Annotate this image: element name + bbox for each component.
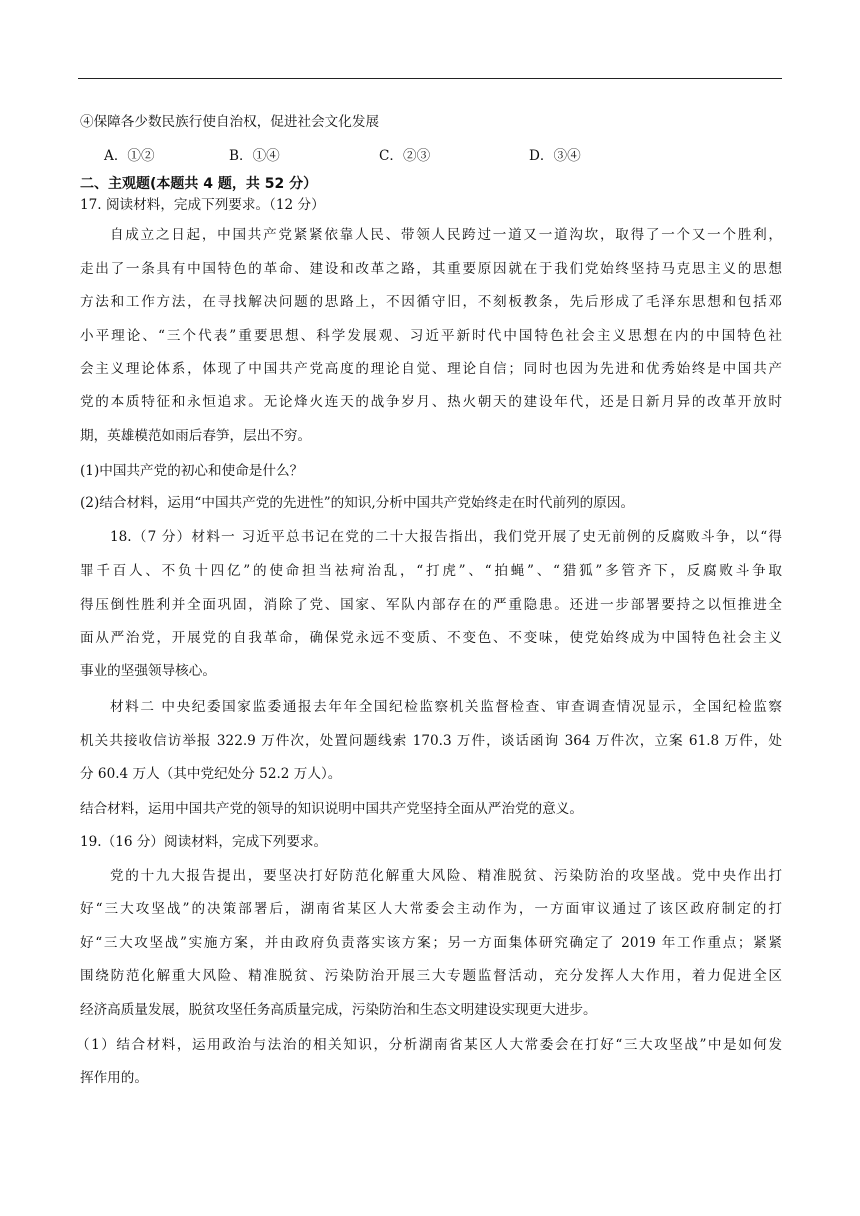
q17-material-line: 自成立之日起，中国共产党紧紧依靠人民、带领人民跨过一道又一道沟坎，取得了一个又一个胜利， bbox=[110, 227, 782, 243]
q18-material1-line: 事业的坚强领导核心。 bbox=[80, 663, 216, 679]
q19-header: 19.（16 分）阅读材料，完成下列要求。 bbox=[80, 834, 328, 850]
q17-header: 17. 阅读材料，完成下列要求。（12 分） bbox=[80, 197, 325, 213]
q17-material-line: 期，英雄模范如雨后春笋，层出不穷。 bbox=[80, 428, 312, 444]
q18-question: 结合材料，运用中国共产党的领导的知识说明中国共产党坚持全面从严治党的意义。 bbox=[80, 801, 583, 817]
section-heading: 二、主观题(本题共 4 题，共 52 分） bbox=[80, 176, 318, 192]
q18-material1-line: 罪千百人、不负十四亿”的使命担当祛疴治乱，“打虎”、“拍蝇”、“猎狐”多管齐下，反腐败斗争取 bbox=[80, 563, 782, 579]
q17-sub-question-1: (1)中国共产党的初心和使命是什么？ bbox=[80, 463, 304, 479]
q19-material-line: 好“三大攻坚战”实施方案，并由政府负责落实该方案；另一方面集体研究确定了 2019 年工作重点；紧紧 bbox=[80, 935, 782, 951]
q19-sub-question-1-line: 挥作用的。 bbox=[80, 1070, 148, 1086]
q18-material1-line: 得压倒性胜利并全面巩固，消除了党、国家、军队内部存在的严重隐患。还进一步部署要持之以恒推进全 bbox=[80, 597, 782, 613]
q19-material-line: 党的十九大报告提出，要坚决打好防范化解重大风险、精准脱贫、污染防治的攻坚战。党中央作出打 bbox=[110, 868, 782, 884]
q17-material-line: 小平理论、“三个代表”重要思想、科学发展观、习近平新时代中国特色社会主义思想在内的中国特色社 bbox=[80, 328, 782, 344]
q16-choice-c: C．②③ bbox=[379, 148, 431, 164]
q18-material1-line: 面从严治党，开展党的自我革命，确保党永远不变质、不变色、不变味，使党始终成为中国特色社会主义 bbox=[80, 630, 782, 646]
q19-material-line: 好“三大攻坚战”的决策部署后，湖南省某区人大常委会主动作为，一方面审议通过了该区政府制定的打 bbox=[80, 901, 782, 917]
q17-material-line: 走出了一条具有中国特色的革命、建设和改革之路，其重要原因就在于我们党始终坚持马克思主义的思想 bbox=[80, 261, 782, 277]
q17-sub-question-2: (2)结合材料，运用“中国共产党的先进性”的知识,分析中国共产党始终走在时代前列的原因。 bbox=[80, 495, 635, 511]
q16-choice-a: A．①② bbox=[104, 148, 155, 164]
header-rule bbox=[78, 78, 782, 79]
q19-material-line: 经济高质量发展，脱贫攻坚任务高质量完成，污染防治和生态文明建设实现更大进步。 bbox=[80, 1002, 597, 1018]
q18-material2-line: 材料二 中央纪委国家监委通报去年年全国纪检监察机关监督检查、审查调查情况显示，全国纪检监察 bbox=[110, 699, 782, 715]
q18-material2-line: 机关共接收信访举报 322.9 万件次，处置问题线索 170.3 万件，谈话函询 364 万件次，立案 61.8 万件，处 bbox=[80, 733, 782, 749]
q17-material-line: 方法和工作方法，在寻找解决问题的思路上，不因循守旧，不刻板教条，先后形成了毛泽东思想和包括邓 bbox=[80, 294, 782, 310]
q18-material2-line: 分 60.4 万人（其中党纪处分 52.2 万人）。 bbox=[80, 766, 342, 782]
q17-material-line: 党的本质特征和永恒追求。无论烽火连天的战争岁月、热火朝天的建设年代，还是日新月异的改革开放时 bbox=[80, 394, 782, 410]
q18-material1-line: 18.（7 分）材料一 习近平总书记在党的二十大报告指出，我们党开展了史无前例的反腐败斗争，以“得 bbox=[110, 529, 782, 545]
q19-material-line: 围绕防范化解重大风险、精准脱贫、污染防治开展三大专题监督活动，充分发挥人大作用，着力促进全区 bbox=[80, 968, 782, 984]
q17-material-line: 会主义理论体系，体现了中国共产党高度的理论自觉、理论自信；同时也因为先进和优秀始终是中国共产 bbox=[80, 361, 782, 377]
q16-choice-b: B．①④ bbox=[229, 148, 280, 164]
q16-option-item-4: ④保障各少数民族行使自治权，促进社会文化发展 bbox=[80, 114, 380, 130]
q19-sub-question-1-line: （1）结合材料，运用政治与法治的相关知识，分析湖南省某区人大常委会在打好“三大攻坚战”中是如何发 bbox=[76, 1037, 782, 1053]
q16-choice-d: D．③④ bbox=[529, 148, 581, 164]
